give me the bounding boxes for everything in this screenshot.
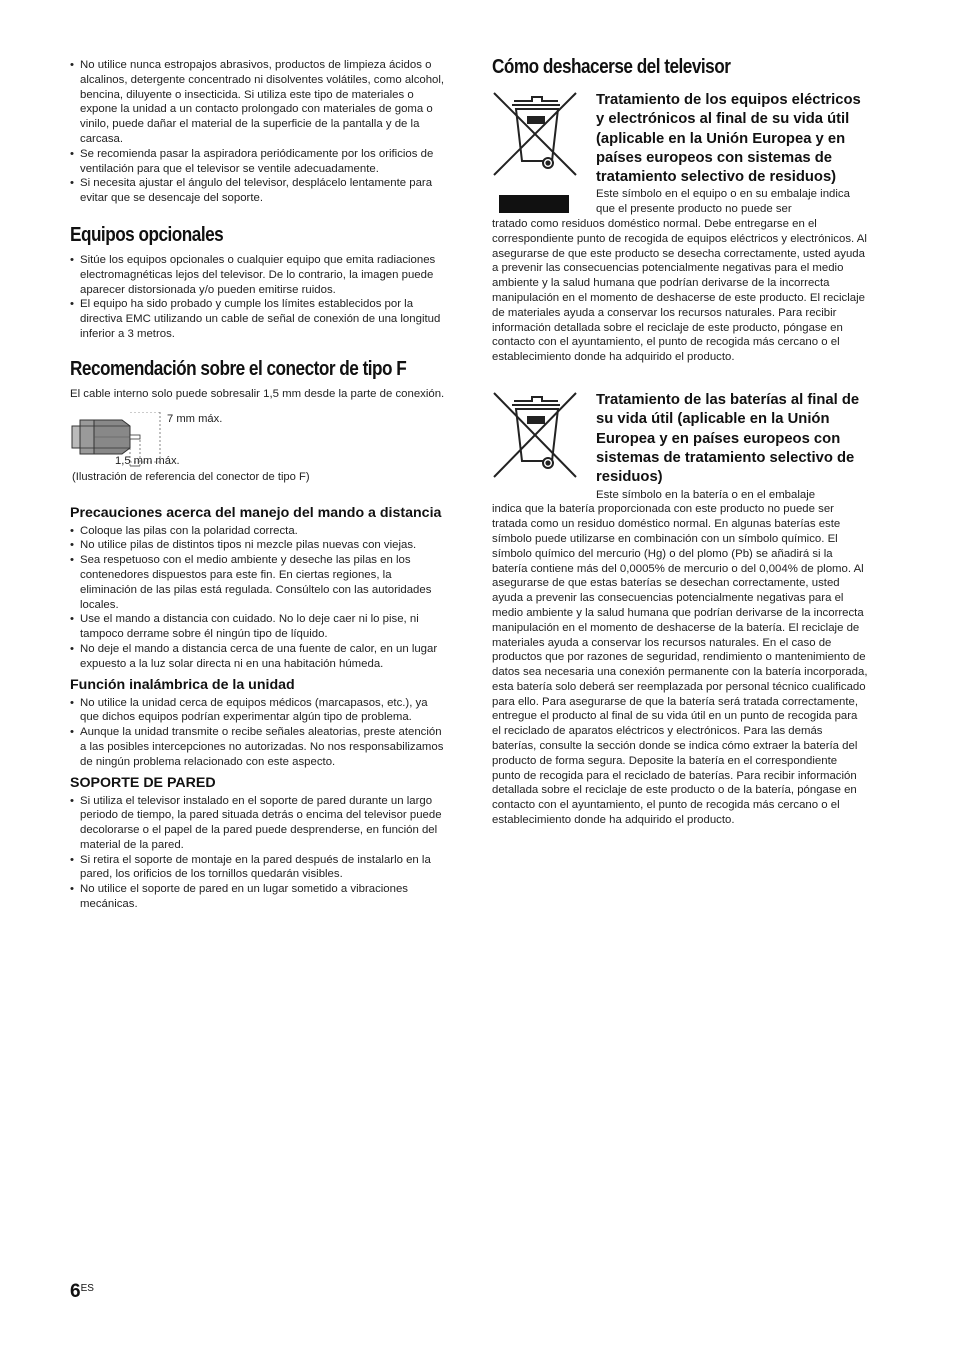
conector-text: El cable interno solo puede sobresalir 1,5 mm desde la parte de conexión. xyxy=(70,387,445,400)
page-number xyxy=(70,1281,94,1303)
left-column xyxy=(70,58,448,912)
list-item: • No deje el mando a distancia cerca de una fuente de calor, en un lugar expuesto a la luz solar directa ni en una habitación húmeda. xyxy=(70,642,448,672)
weee-text-intro: Este símbolo en el equipo o en su embalaje indica que el presente producto no puede ser xyxy=(596,188,850,216)
battery-text-intro: Este símbolo en la batería o en el embalaje xyxy=(596,488,816,501)
list-item: • Aunque la unidad transmite o recibe señales aleatorias, preste atención a las posibles intercepciones no autorizadas. No nos responsabilizamos de ningún problema relacionado con este aspecto. xyxy=(70,725,448,769)
list-item: • No utilice nunca estropajos abrasivos, productos de limpieza ácidos o alcalinos, detergente concentrado ni disolventes volátiles, como alcohol, bencina, diluyente o insecticida. Si utiliza este tipo de materiales o expone la unidad a un contacto prolongado con materiales de goma o vinilo, puede dañar el material de la superficie de la pantalla y de la carcasa. xyxy=(70,58,448,147)
list-item: • Use el mando a distancia con cuidado. No lo deje caer ni lo pise, ni tampoco derrame sobre él ningún tipo de líquido. xyxy=(70,612,448,642)
soporte-bullets xyxy=(70,794,448,912)
inalambrica-bullets xyxy=(70,696,448,770)
label-1-5mm: 1,5 mm máx. xyxy=(115,454,180,467)
weee-heading: Tratamiento de los equipos eléctricos y electrónicos al final de su vida útil (aplicable en la Unión Europea y en países europeos con sistemas de tratamiento selectivo de residuos) xyxy=(596,92,861,186)
list-item: • Si necesita ajustar el ángulo del televisor, desplácelo lentamente para evitar que se desencaje del soporte. xyxy=(70,176,448,206)
crossed-out-wheelie-bin-icon xyxy=(492,91,578,215)
weee-text: tratado como residuos doméstico normal. Debe entregarse en el correspondiente punto de recogida de equipos eléctricos y electrónicos. Al asegurarse de que este producto se desecha correctamente, usted ayuda a prevenir las consecuencias potencialmente negativas para el medio ambiente y la salud humana que podrían derivarse de la incorrecta manipulación en el momento de deshacerse de este producto. El reciclaje de materiales ayuda a conservar los recursos naturales. Para recibir información detallada sobre el reciclaje de este producto, póngase en contacto con el ayuntamiento, el punto de recogida más cercano o el establecimiento donde ha adquirido el producto. xyxy=(492,218,867,364)
list-item: • El equipo ha sido probado y cumple los límites establecidos por la directiva EMC utilizando un cable de señal de conexión de una longitud inferior a 3 metros. xyxy=(70,297,448,341)
list-item: • Sea respetuoso con el medio ambiente y deseche las pilas en los contenedores dispuestos para este fin. En ciertas regiones, la eliminación de las pilas está regulada. Consúltelo con las autoridades locales. xyxy=(70,553,448,612)
list-item: • Sitúe los equipos opcionales o cualquier equipo que emita radiaciones electromagnéticas lejos del televisor. De lo contrario, la imagen puede aparecer distorsionada y/o pueden emitirse ruidos. xyxy=(70,253,448,297)
crossed-out-battery-bin-icon xyxy=(492,391,578,481)
figure-caption: (Ilustración de referencia del conector de tipo F) xyxy=(72,470,310,483)
battery-text: indica que la batería proporcionada con este producto no puede ser tratada como un residuo doméstico normal. En algunas baterías este símbolo puede utilizarse en combinación con un símbolo químico. El símbolo químico del mercurio (Hg) o del plomo (Pb) se añadirá si la batería contiene más del 0,0005% de mercurio o del 0,004% de plomo. Al asegurarse de que estas baterías se desechan correctamente, usted ayuda a prevenir las consecuencias potencialmente negativas para el medio ambiente y la salud humana que podrían derivarse de la incorrecta manipulación en el momento de deshacerse de la batería. El reciclaje de materiales ayuda a conservar los recursos naturales. En el caso de productos que por razones de seguridad, rendimiento o mantenimiento de datos sea necesaria una conexión permanente con la batería incorporada, esta batería solo deberá ser reemplazada por personal técnico cualificado para ello. Para asegurarse de que la batería será tratada correctamente, entregue el producto al final de su vida útil en un punto de recogida para el reciclado de aparatos eléctricos y electrónicos. Para las demás baterías, consulte la sección donde se indica cómo extraer la batería del producto de forma segura. Deposite la batería en el correspondiente punto de recogida para el reciclado de baterías. Para recibir información detallada sobre el reciclaje de este producto o de la batería, póngase en contacto con el ayuntamiento, el punto de recogida más cercano o el establecimiento donde ha adquirido el producto. xyxy=(492,503,868,827)
section-title-desecho: Cómo deshacerse del televisor xyxy=(492,56,731,78)
equipos-bullets xyxy=(70,253,448,342)
right-column xyxy=(492,56,868,828)
list-item: • Si retira el soporte de montaje en la pared después de instalarlo en la pared, los orificios de los tornillos quedarán visibles. xyxy=(70,853,448,883)
battery-block xyxy=(492,391,868,828)
list-item: • Si utiliza el televisor instalado en el soporte de pared durante un largo periodo de tiempo, la pared situada detrás o encima del televisor puede decolorarse o el papel de la pared puede desprenderse, en función del material de la pared. xyxy=(70,794,448,853)
page-number-value: 6 xyxy=(70,1281,81,1302)
list-item: • No utilice pilas de distintos tipos ni mezcle pilas nuevas con viejas. xyxy=(70,538,448,553)
battery-icon-box xyxy=(492,391,578,486)
section-title-inalambrica: Función inalámbrica de la unidad xyxy=(70,676,295,693)
label-7mm: 7 mm máx. xyxy=(167,412,223,425)
section-title-soporte: SOPORTE DE PARED xyxy=(70,774,216,791)
f-connector-figure xyxy=(70,406,448,498)
list-item: • Coloque las pilas con la polaridad correcta. xyxy=(70,524,448,539)
section-title-equipos: Equipos opcionales xyxy=(70,223,224,246)
cleaning-bullets xyxy=(70,58,448,206)
section-title-conector: Recomendación sobre el conector de tipo F xyxy=(70,357,407,380)
weee-block xyxy=(492,91,868,365)
page-language: ES xyxy=(80,1283,94,1294)
mando-bullets xyxy=(70,524,448,672)
list-item: • No utilice el soporte de pared en un lugar sometido a vibraciones mecánicas. xyxy=(70,882,448,912)
list-item: • No utilice la unidad cerca de equipos médicos (marcapasos, etc.), ya que dichos equipos podrían experimentar algún tipo de problema. xyxy=(70,696,448,726)
battery-heading: Tratamiento de las baterías al final de su vida útil (aplicable en la Unión Europea y en países europeos con sistemas de tratamiento selectivo de residuos) xyxy=(596,392,860,486)
weee-icon-box xyxy=(492,91,578,220)
list-item: • Se recomienda pasar la aspiradora periódicamente por los orificios de ventilación para que el televisor se ventile adecuadamente. xyxy=(70,147,448,177)
section-title-mando: Precauciones acerca del manejo del mando a distancia xyxy=(70,504,442,521)
